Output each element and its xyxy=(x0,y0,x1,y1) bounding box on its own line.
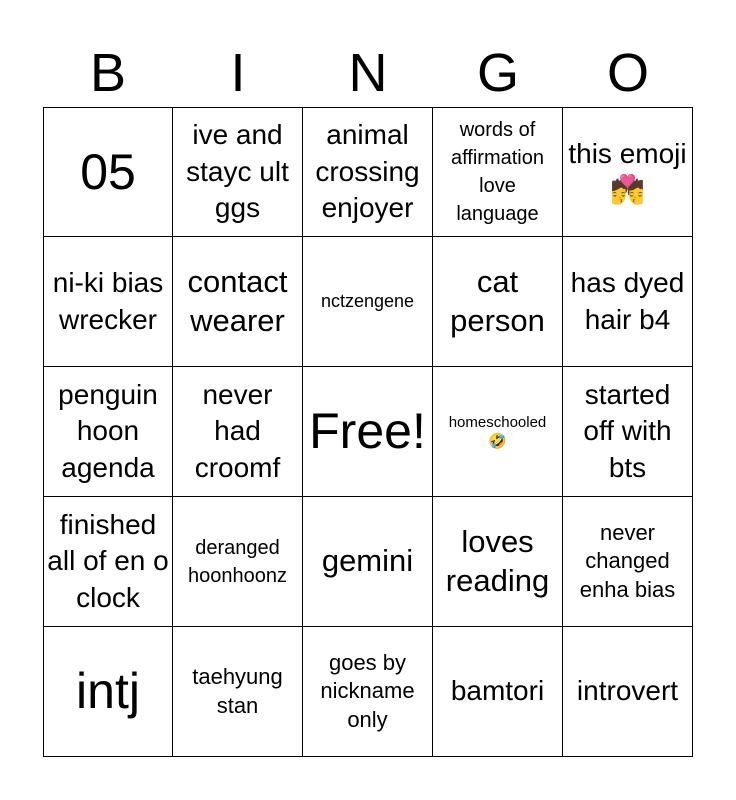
bingo-cell-label xyxy=(306,117,429,226)
bingo-cell[interactable] xyxy=(563,367,693,497)
bingo-cell-label xyxy=(176,663,299,720)
bingo-cell[interactable] xyxy=(303,627,433,757)
bingo-cell-label xyxy=(436,263,559,341)
bingo-cell-label xyxy=(47,377,169,486)
header-letter-i: I xyxy=(230,43,246,103)
bingo-cell[interactable] xyxy=(303,497,433,627)
bingo-cell-text: this emoji xyxy=(568,137,687,169)
emoji-icon: 💏 xyxy=(610,173,645,206)
bingo-cell-label xyxy=(566,265,689,338)
bingo-cell-text: ive and stayc ult ggs xyxy=(186,119,289,224)
bingo-cell-label xyxy=(76,664,140,719)
bingo-cell-text: finished all of en o clock xyxy=(47,508,169,613)
bingo-cell[interactable] xyxy=(173,107,303,237)
bingo-cell-text: never changed enha bias xyxy=(579,519,676,602)
bingo-cell-label xyxy=(436,523,559,601)
bingo-cell[interactable] xyxy=(563,107,693,237)
bingo-cell[interactable] xyxy=(43,107,173,237)
bingo-cell-label xyxy=(47,265,169,338)
bingo-cell-text: 05 xyxy=(80,143,136,200)
bingo-cell-text: never had croomf xyxy=(194,378,281,483)
bingo-cell-text: intj xyxy=(76,663,140,719)
bingo-cell[interactable] xyxy=(43,237,173,367)
bingo-cell-label xyxy=(322,542,413,581)
bingo-header xyxy=(43,40,693,106)
bingo-cell-text: words of affirmation love language xyxy=(450,119,544,225)
bingo-cell-label xyxy=(436,116,559,228)
bingo-cell-label xyxy=(577,673,678,709)
bingo-cell[interactable] xyxy=(563,497,693,627)
bingo-cell[interactable] xyxy=(433,237,563,367)
bingo-cell-label xyxy=(176,377,299,486)
bingo-cell-text: nctzengene xyxy=(320,290,415,311)
bingo-cell[interactable] xyxy=(303,237,433,367)
bingo-cell[interactable] xyxy=(433,107,563,237)
bingo-cell-text: contact wearer xyxy=(187,263,288,338)
bingo-cell-label xyxy=(449,414,547,450)
emoji-icon: 🤣 xyxy=(488,431,507,450)
bingo-cell-label xyxy=(306,649,429,735)
bingo-cell-label xyxy=(47,507,169,616)
bingo-cell-label xyxy=(568,136,686,209)
bingo-cell-text: started off with bts xyxy=(583,378,672,483)
bingo-cell-text: goes by nickname only xyxy=(320,649,415,732)
bingo-cell[interactable] xyxy=(173,367,303,497)
bingo-cell-text: deranged hoonhoonz xyxy=(188,536,287,587)
bingo-cell[interactable] xyxy=(173,237,303,367)
bingo-cell-text: ni-ki bias wrecker xyxy=(52,267,164,335)
bingo-cell-label xyxy=(176,117,299,226)
bingo-cell-label xyxy=(566,519,689,605)
bingo-cell-label xyxy=(321,291,414,313)
header-letter-g: G xyxy=(476,43,519,103)
bingo-cell-text: gemini xyxy=(321,543,414,579)
bingo-cell-text: cat person xyxy=(450,263,545,338)
bingo-cell-text: taehyung stan xyxy=(192,663,283,718)
bingo-cell-text: introvert xyxy=(576,675,679,707)
bingo-cell[interactable] xyxy=(173,497,303,627)
bingo-board xyxy=(43,107,693,757)
bingo-cell-label xyxy=(80,145,136,200)
bingo-cell-text: penguin hoon agenda xyxy=(58,378,158,483)
bingo-cell[interactable] xyxy=(433,627,563,757)
bingo-cell-text: homeschooled xyxy=(448,413,547,431)
bingo-cell-text: has dyed hair b4 xyxy=(570,267,685,335)
bingo-cell-text: loves reading xyxy=(445,523,550,598)
bingo-cell[interactable] xyxy=(433,367,563,497)
bingo-cell[interactable] xyxy=(433,497,563,627)
bingo-cell-label xyxy=(451,673,544,709)
bingo-cell[interactable] xyxy=(43,627,173,757)
bingo-cell[interactable] xyxy=(563,627,693,757)
bingo-cell[interactable] xyxy=(43,497,173,627)
bingo-cell-label xyxy=(566,377,689,486)
bingo-cell[interactable] xyxy=(563,237,693,367)
header-letter-b: B xyxy=(89,43,127,103)
bingo-cell[interactable] xyxy=(303,107,433,237)
bingo-cell-text: Free! xyxy=(309,403,426,459)
bingo-cell-label xyxy=(176,263,299,341)
bingo-cell[interactable] xyxy=(43,367,173,497)
header-letter-o: O xyxy=(606,43,649,103)
bingo-cell-label xyxy=(309,404,426,459)
bingo-cell-text: bamtori xyxy=(450,675,545,707)
bingo-cell[interactable] xyxy=(173,627,303,757)
header-letter-n: N xyxy=(348,43,388,103)
bingo-cell[interactable] xyxy=(303,367,433,497)
bingo-cell-label xyxy=(176,534,299,590)
bingo-cell-text: animal crossing enjoyer xyxy=(315,119,420,224)
